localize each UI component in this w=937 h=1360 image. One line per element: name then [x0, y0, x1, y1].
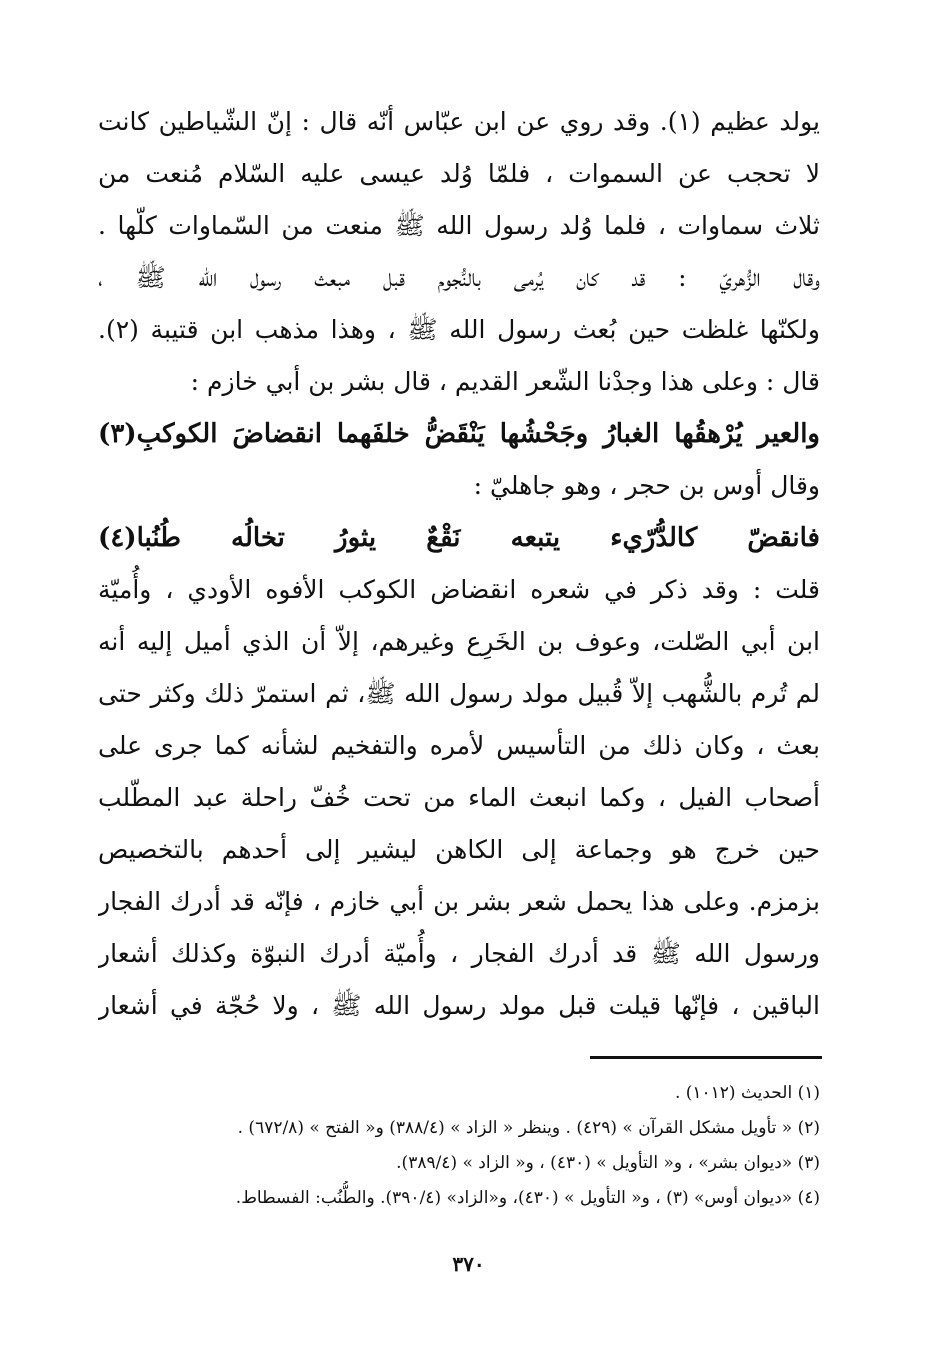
footnotes: [98, 1076, 820, 1216]
text-line: ولكنّها غلظت حين بُعث رسول الله ﷺ ، وهذا مذهب ابن قتيبة (٢).: [98, 315, 820, 344]
text-line: الباقين ، فإنّها قيلت قبل مولد رسول الله ﷺ ، ولا حُجّة في أشعار: [98, 991, 820, 1020]
text-line: لا تحجب عن السموات ، فلمّا وُلد عيسى عليه السّلام مُنعت من: [98, 159, 820, 188]
poetry-verse: والعير يُرْهقُها الغبارُ وجَحْشُها يَنْقَضُّ خلفَهما انقضاضَ الكوكبِ(٣): [98, 419, 820, 449]
page-number: ٣٧٠: [452, 1252, 485, 1276]
footnote: (١) الحديث (١٠١٢) .: [674, 1083, 820, 1103]
main-text: [98, 96, 820, 1032]
text-line: حين خرج هو وجماعة إلى الكاهن ليشير إلى أحدهم بالتخصيص: [98, 835, 820, 864]
text-line: بعث ، وكان ذلك من التأسيس لأمره والتفخيم لشأنه كما جرى على: [98, 731, 820, 760]
text-line: وقال الزُّهريّ : قد كان يُرمى بالنُّجوم قبل مبعث رسول الله ﷺ ،: [98, 263, 820, 292]
text-line: يولد عظيم (١). وقد روي عن ابن عبّاس أنّه قال : إنّ الشّياطين كانت: [98, 107, 820, 136]
footnote-separator: [590, 1056, 822, 1059]
footnote: (٣) «ديوان بشر» ، و« التأويل » (٤٣٠) ، و« الزاد » (٣٨٩/٤).: [396, 1153, 820, 1173]
poetry-verse: فانقضّ كالدُّرّيء يتبعه نَقْعٌ يثورُ تخالُه طُنُبا(٤): [98, 523, 820, 553]
footnote: (٤) «ديوان أوس» (٣) ، و« التأويل » (٤٣٠)، و«الزاد» (٣٩٠/٤). والطُّنُب: الفسطاط.: [235, 1188, 820, 1208]
text-line: أصحاب الفيل ، وكما انبعث الماء من تحت خُفّ راحلة عبد المطّلب: [98, 783, 820, 812]
text-line: ابن أبي الصّلت، وعوف بن الخَرِع وغيرهم، إلاّ أن الذي أميل إليه أنه: [98, 627, 820, 656]
text-line: ورسول الله ﷺ قد أدرك الفجار ، وأُميّة أدرك النبوّة وكذلك أشعار: [98, 939, 820, 968]
text-line: قلت : وقد ذكر في شعره انقضاض الكوكب الأفوه الأودي ، وأُميّة: [98, 575, 820, 604]
text-line: بزمزم. وعلى هذا يحمل شعر بشر بن أبي خازم ، فإنّه قد أدرك الفجار: [98, 887, 820, 916]
text-line: قال : وعلى هذا وجدْنا الشّعر القديم ، قال بشر بن أبي خازم :: [190, 367, 820, 396]
text-line: ثلاث سماوات ، فلما وُلد رسول الله ﷺ منعت من السّماوات كلّها .: [98, 211, 820, 240]
text-line: لم تُرم بالشُّهب إلاّ قُبيل مولد رسول الله ﷺ، ثم استمرّ ذلك وكثر حتى: [98, 679, 820, 708]
footnote: (٢) « تأويل مشكل القرآن » (٤٢٩) . وينظر « الزاد » (٣٨٨/٤) و« الفتح » (٦٧٢/٨) .: [237, 1118, 820, 1138]
text-line: وقال أوس بن حجر ، وهو جاهليّ :: [473, 471, 820, 500]
